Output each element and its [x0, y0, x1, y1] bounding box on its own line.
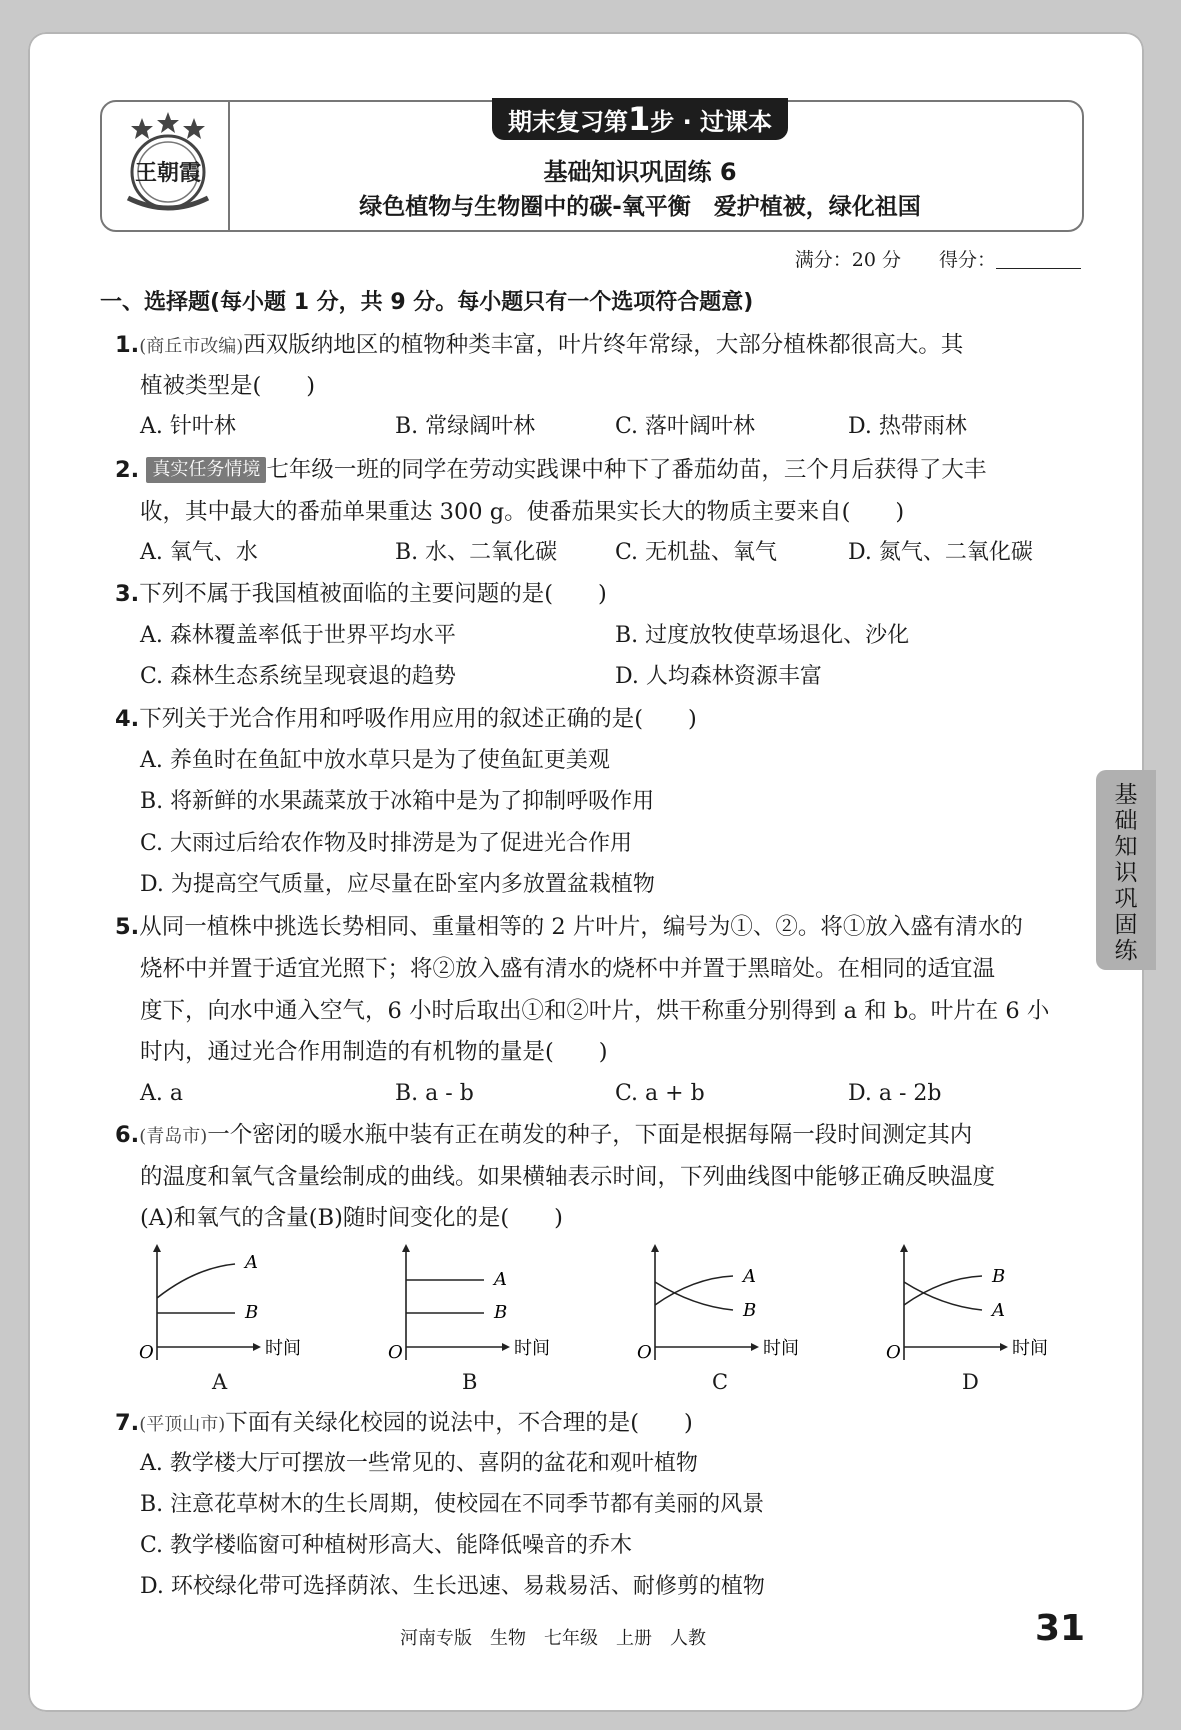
- question-source: (青岛市): [139, 1126, 208, 1147]
- graph-c-label: C: [712, 1370, 729, 1394]
- option-c: C. 无机盐、氧气: [615, 540, 778, 565]
- step-suffix: 步 · 过课本: [650, 108, 773, 136]
- step-tab: [492, 98, 788, 140]
- graph-a: [135, 1240, 335, 1370]
- curve-label: B: [743, 1300, 757, 1321]
- question-4: [115, 704, 697, 734]
- graph-b: [384, 1240, 584, 1370]
- question-text: (A)和氧气的含量(B)随时间变化的是( ): [140, 1205, 563, 1231]
- graph-d-label: D: [962, 1370, 979, 1394]
- option-d: D. 热带雨林: [848, 414, 967, 439]
- page-number: 31: [1035, 1608, 1086, 1649]
- step-prefix: 期末复习第: [507, 108, 628, 136]
- side-tab-label: 基础知识巩固练: [1114, 782, 1138, 964]
- option-a: A. 养鱼时在鱼缸中放水草只是为了使鱼缸更美观: [140, 748, 610, 773]
- graph-c: [633, 1240, 833, 1370]
- option-b: B. 注意花草树木的生长周期，使校园在不同季节都有美丽的风景: [140, 1492, 765, 1517]
- question-source: (商丘市改编): [139, 336, 244, 357]
- question-text: 时内，通过光合作用制造的有机物的量是( ): [140, 1039, 608, 1065]
- question-number: 3.: [115, 581, 140, 607]
- svg-text:王朝霞: 王朝霞: [134, 160, 202, 186]
- option-d: D. a - 2b: [848, 1081, 942, 1106]
- x-axis-label: 时间: [265, 1338, 301, 1359]
- option-d: D. 环校绿化带可选择荫浓、生长迅速、易栽易活、耐修剪的植物: [140, 1574, 765, 1599]
- x-axis-label: 时间: [1012, 1338, 1048, 1359]
- origin-label: O: [139, 1342, 154, 1363]
- x-axis-label: 时间: [763, 1338, 799, 1359]
- question-number: 4.: [115, 706, 140, 732]
- option-a: A. 森林覆盖率低于世界平均水平: [140, 623, 456, 648]
- question-number: 5.: [115, 914, 140, 940]
- option-d: D. 为提高空气质量，应尽量在卧室内多放置盆栽植物: [140, 872, 655, 897]
- option-b: B. a - b: [395, 1081, 474, 1106]
- step-number: 1: [627, 100, 651, 138]
- origin-label: O: [886, 1342, 901, 1363]
- score-blank: [996, 268, 1081, 269]
- question-number: 1.: [115, 332, 140, 358]
- option-d: D. 人均森林资源丰富: [615, 664, 822, 689]
- brand-logo-icon: [112, 110, 224, 218]
- task-context-tag: 真实任务情境: [146, 457, 266, 483]
- question-text: 的温度和氧气含量绘制成的曲线。如果横轴表示时间，下列曲线图中能够正确反映温度: [140, 1164, 996, 1190]
- curve-label: A: [992, 1300, 1005, 1321]
- graph-a-label: A: [212, 1370, 228, 1394]
- question-source: (平顶山市): [139, 1414, 226, 1435]
- score-line: [795, 245, 1081, 272]
- option-c: C. 森林生态系统呈现衰退的趋势: [140, 664, 457, 689]
- origin-label: O: [637, 1342, 652, 1363]
- graph-b-label: B: [462, 1370, 478, 1394]
- option-b: B. 过度放牧使草场退化、沙化: [615, 623, 910, 648]
- curve-label: B: [245, 1302, 259, 1323]
- question-text: 收，其中最大的番茄单果重达 300 g。使番茄果实长大的物质主要来自( ): [140, 499, 905, 525]
- option-a: A. 针叶林: [140, 414, 236, 439]
- option-b: B. 常绿阔叶林: [395, 414, 536, 439]
- origin-label: O: [388, 1342, 403, 1363]
- score-label: 得分：: [938, 249, 996, 271]
- question-text: 度下，向水中通入空气，6 小时后取出①和②叶片，烘干称重分别得到 a 和 b。叶片在 6 小: [140, 998, 1050, 1024]
- question-5: [115, 912, 1023, 942]
- option-a: A. 氧气、水: [140, 540, 258, 565]
- full-score: 满分：20 分: [794, 249, 901, 271]
- question-text: 下面有关绿化校园的说法中，不合理的是( ): [225, 1410, 693, 1436]
- option-b: B. 水、二氧化碳: [395, 540, 558, 565]
- section-heading: 一、选择题(每小题 1 分，共 9 分。每小题只有一个选项符合题意): [100, 290, 754, 315]
- question-2: [115, 455, 986, 485]
- question-number: 6.: [115, 1122, 140, 1148]
- question-6: [115, 1120, 972, 1152]
- curve-label: B: [992, 1266, 1006, 1287]
- curve-label: A: [743, 1266, 756, 1287]
- question-text: 一个密闭的暖水瓶中装有正在萌发的种子，下面是根据每隔一段时间测定其内: [207, 1122, 973, 1148]
- question-text: 烧杯中并置于适宜光照下；将②放入盛有清水的烧杯中并置于黑暗处。在相同的适宜温: [140, 956, 996, 982]
- footer-edition: 河南专版 生物 七年级 上册 人教: [400, 1628, 706, 1649]
- question-text: 西双版纳地区的植物种类丰富，叶片终年常绿，大部分植株都很高大。其: [243, 332, 964, 358]
- option-c: C. 落叶阔叶林: [615, 414, 756, 439]
- question-text: 七年级一班的同学在劳动实践课中种下了番茄幼苗，三个月后获得了大丰: [266, 457, 987, 483]
- question-3: [115, 579, 607, 609]
- option-a: A. 教学楼大厅可摆放一些常见的、喜阴的盆花和观叶植物: [140, 1451, 698, 1476]
- question-text: 下列不属于我国植被面临的主要问题的是( ): [139, 581, 607, 607]
- option-c: C. 教学楼临窗可种植树形高大、能降低噪音的乔木: [140, 1533, 633, 1558]
- curve-label: B: [494, 1302, 508, 1323]
- question-7: [115, 1408, 693, 1440]
- question-text: 下列关于光合作用和呼吸作用应用的叙述正确的是( ): [139, 706, 697, 732]
- question-number: 2.: [115, 457, 140, 483]
- option-c: C. a + b: [615, 1081, 705, 1106]
- curve-label: A: [245, 1252, 258, 1273]
- side-section-tab: [1096, 770, 1156, 970]
- graph-d: [882, 1240, 1082, 1370]
- option-a: A. a: [140, 1081, 183, 1106]
- question-text: 从同一植株中挑选长势相同、重量相等的 2 片叶片，编号为①、②。将①放入盛有清水的: [139, 914, 1023, 940]
- option-d: D. 氮气、二氧化碳: [848, 540, 1033, 565]
- worksheet-title: 基础知识巩固练 6: [543, 158, 737, 186]
- question-text: 植被类型是( ): [140, 373, 316, 399]
- curve-label: A: [494, 1269, 507, 1290]
- worksheet-subtitle: 绿色植物与生物圈中的碳-氧平衡 爱护植被，绿化祖国: [359, 194, 921, 220]
- option-c: C. 大雨过后给农作物及时排涝是为了促进光合作用: [140, 831, 633, 856]
- x-axis-label: 时间: [514, 1338, 550, 1359]
- question-number: 7.: [115, 1410, 140, 1436]
- option-b: B. 将新鲜的水果蔬菜放于冰箱中是为了抑制呼吸作用: [140, 789, 655, 814]
- question-1: [115, 330, 963, 362]
